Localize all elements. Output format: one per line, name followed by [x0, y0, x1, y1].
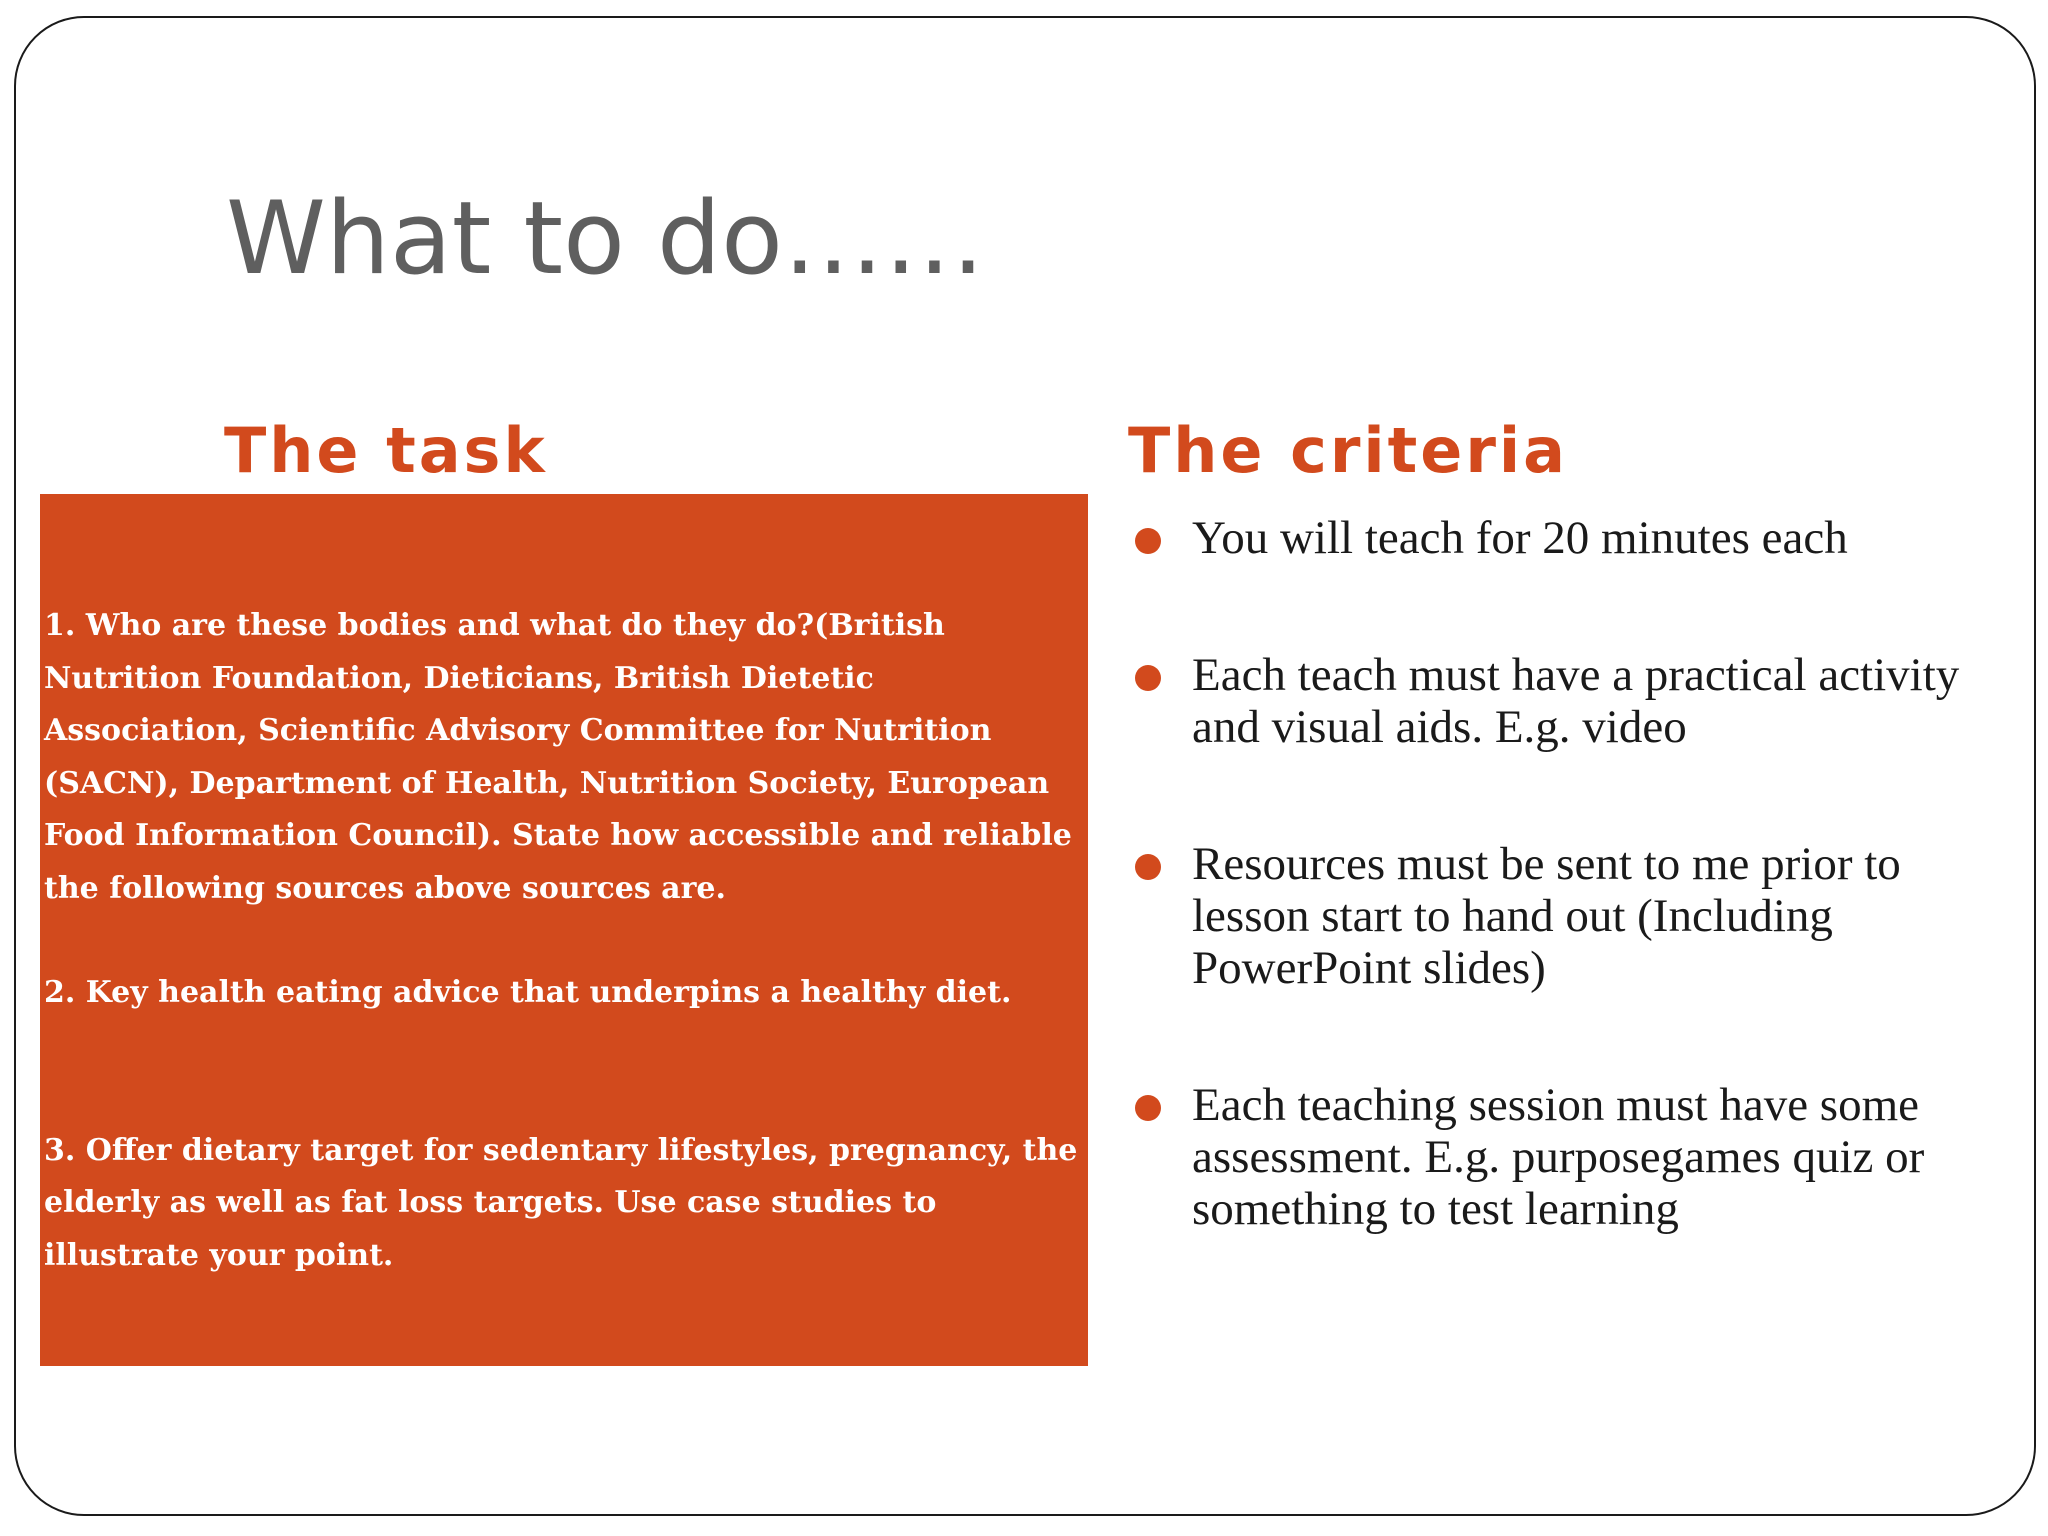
- criteria-heading: The criteria: [1128, 414, 1568, 487]
- criteria-item-resources: [1130, 838, 1960, 994]
- task-item-bodies: 1. Who are these bodies and what do they do?(British Nutrition Foundation, Dieticians, British Dietetic Association, Scientific Advisory Committee for Nutrition (SACN), Department of Health, Nutrition Society, European Food Information Council). State how accessible and reliable the following sources above sources are.: [44, 608, 1072, 906]
- bullet-icon: [1135, 665, 1161, 691]
- task-item-dietary-targets: 3. Offer dietary target for sedentary lifestyles, pregnancy, the elderly as well as fat loss targets. Use case studies to illustrate your point.: [44, 1132, 1078, 1273]
- bullet-icon: [1135, 854, 1161, 880]
- criteria-item-practical-activity: [1130, 649, 1960, 753]
- task-box: [40, 494, 1088, 1366]
- task-item-healthy-eating-advice: 2. Key health eating advice that underpins a healthy diet.: [44, 975, 1012, 1010]
- slide-title: What to do……: [226, 179, 985, 297]
- task-list: [44, 600, 1084, 1282]
- criteria-list: [1130, 512, 1960, 1320]
- criteria-item-text: Each teaching session must have some assessment. E.g. purposegames quiz or something to test learning: [1192, 1079, 1925, 1235]
- task-heading: The task: [224, 414, 548, 487]
- criteria-item-text: You will teach for 20 minutes each: [1192, 512, 1848, 564]
- criteria-item-text: Resources must be sent to me prior to lesson start to hand out (Including PowerPoint slides): [1192, 838, 1901, 994]
- criteria-item-assessment: [1130, 1079, 1960, 1235]
- criteria-item-text: Each teach must have a practical activity and visual aids. E.g. video: [1192, 649, 1960, 753]
- bullet-icon: [1135, 528, 1161, 554]
- bullet-icon: [1135, 1095, 1161, 1121]
- criteria-item-teaching-time: [1130, 512, 1960, 564]
